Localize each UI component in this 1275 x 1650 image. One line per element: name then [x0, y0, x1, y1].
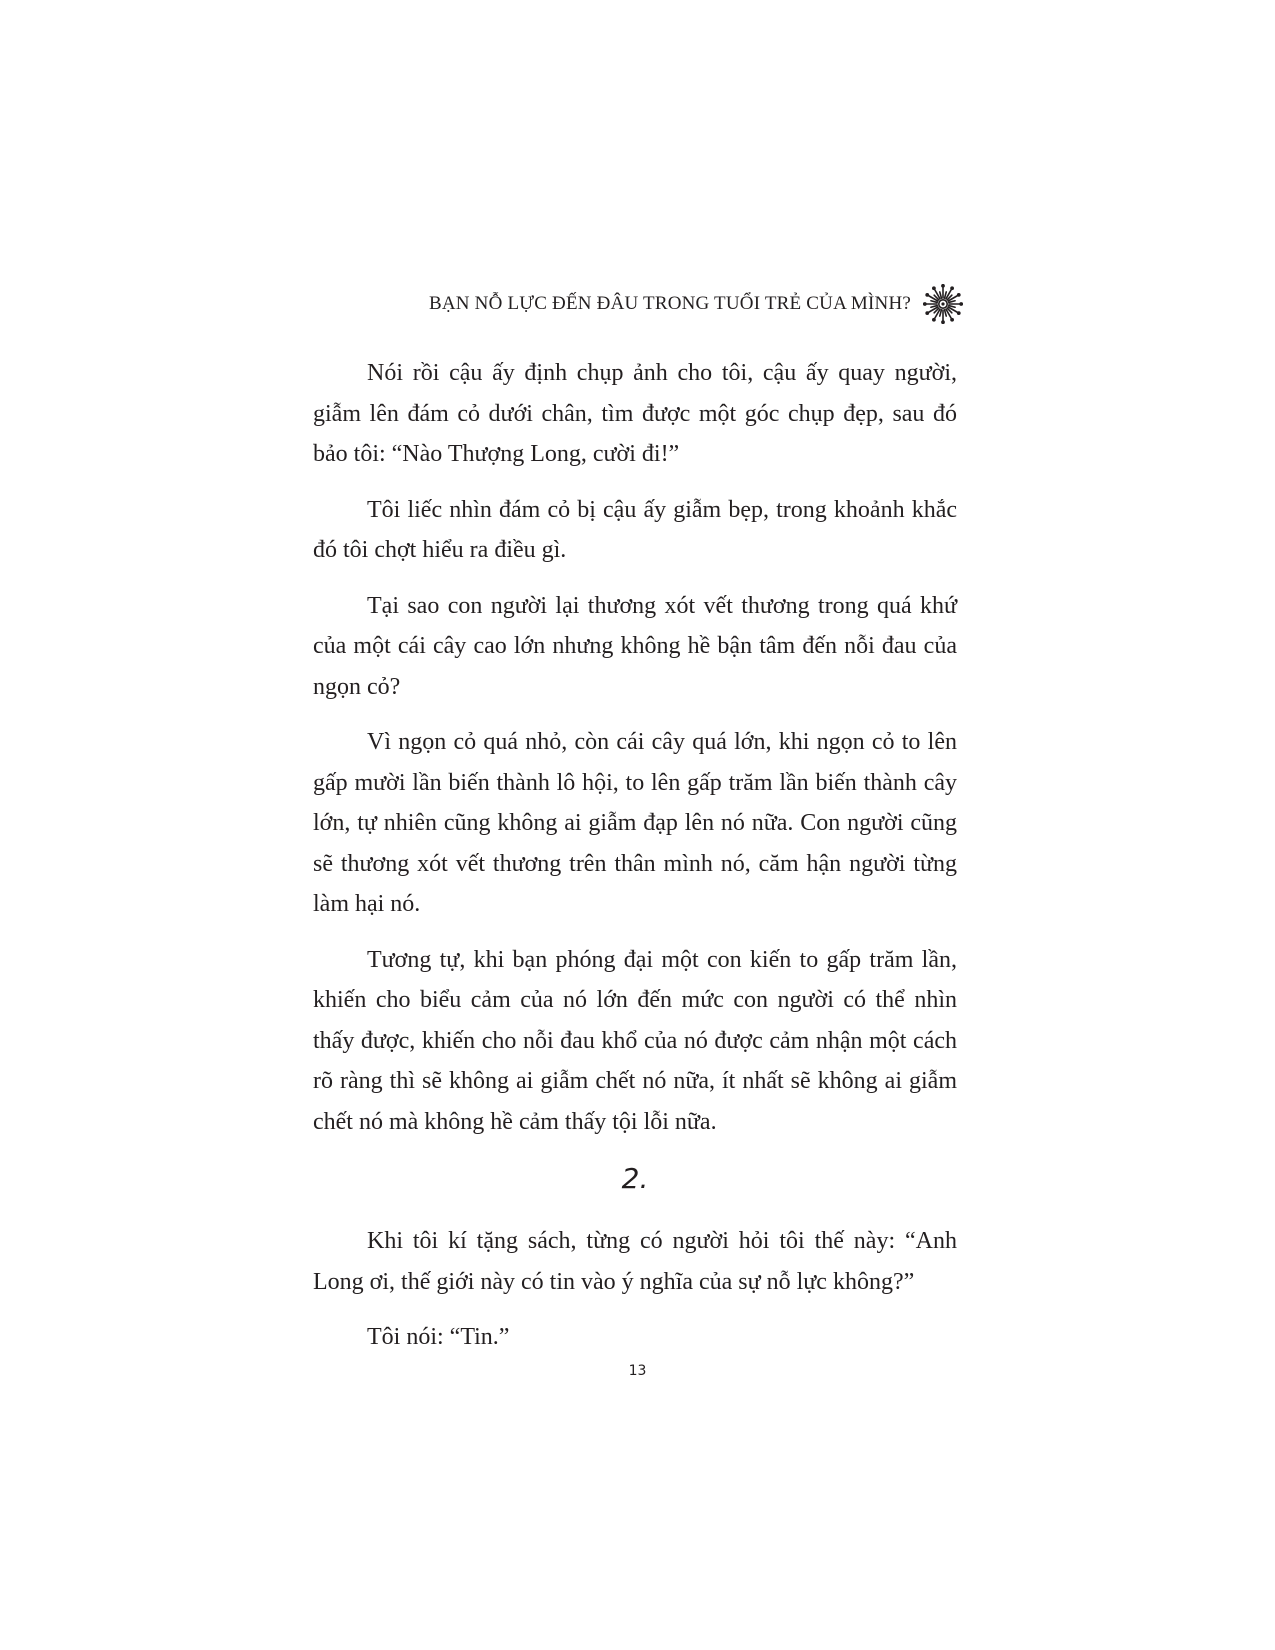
ornament-dot	[933, 319, 935, 321]
sunburst-ornament-icon	[923, 284, 963, 324]
ornament-dot	[933, 287, 935, 289]
ornament-dot	[926, 294, 928, 296]
paragraph-6: Khi tôi kí tặng sách, từng có người hỏi tôi thế này: “Anh Long ơi, thế giới này có tin vào ý nghĩa của sự nỗ lực không?”	[313, 1228, 957, 1295]
ornament-dot	[958, 294, 960, 296]
paragraph-2: Tôi liếc nhìn đám cỏ bị cậu ấy giẫm bẹp, trong khoảnh khắc đó tôi chợt hiểu ra điều gì.	[313, 496, 957, 563]
paragraph-7: Tôi nói: “Tin.”	[367, 1324, 510, 1350]
paragraph-5: Tương tự, khi bạn phóng đại một con kiến to gấp trăm lần, khiến cho biểu cảm của nó lớn đến mức con người có thể nhìn thấy được, khiến cho nỗi đau khổ của nó được cảm nhận một cách rõ ràng thì sẽ không ai giẫm chết nó nữa, ít nhất sẽ không ai giẫm chết nó mà không hề cảm thấy tội lỗi nữa.	[313, 946, 957, 1135]
body-text	[313, 353, 957, 1373]
paragraph-1: Nói rồi cậu ấy định chụp ảnh cho tôi, cậu ấy quay người, giẫm lên đám cỏ dưới chân, tìm được một góc chụp đẹp, sau đó bảo tôi: “Nào Thượng Long, cười đi!”	[313, 360, 957, 467]
paragraph-4: Vì ngọn cỏ quá nhỏ, còn cái cây quá lớn, khi ngọn cỏ to lên gấp mười lần biến thành lô hội, to lên gấp trăm lần biến thành cây lớn, tự nhiên cũng không ai giẫm đạp lên nó nữa. Con người cũng sẽ thương xót vết thương trên thân mình nó, căm hận người từng làm hại nó.	[313, 729, 957, 917]
ornament-dot	[951, 287, 953, 289]
ornament-dot	[926, 312, 928, 314]
running-header	[429, 284, 963, 324]
ornament-dot	[924, 303, 926, 305]
ornament-dot	[942, 285, 944, 287]
section-heading: 2.	[621, 1162, 649, 1195]
ornament-dot	[958, 312, 960, 314]
header-title: BẠN NỖ LỰC ĐẾN ĐÂU TRONG TUỔI TRẺ CỦA MÌNH?	[429, 293, 911, 314]
page-number: 13	[628, 1363, 647, 1379]
ornament-dot	[960, 303, 962, 305]
ornament-dot	[942, 321, 944, 323]
ornament-dot	[951, 319, 953, 321]
paragraph-3: Tại sao con người lại thương xót vết thương trong quá khứ của một cái cây cao lớn nhưng không hề bận tâm đến nỗi đau của ngọn cỏ?	[313, 592, 957, 700]
